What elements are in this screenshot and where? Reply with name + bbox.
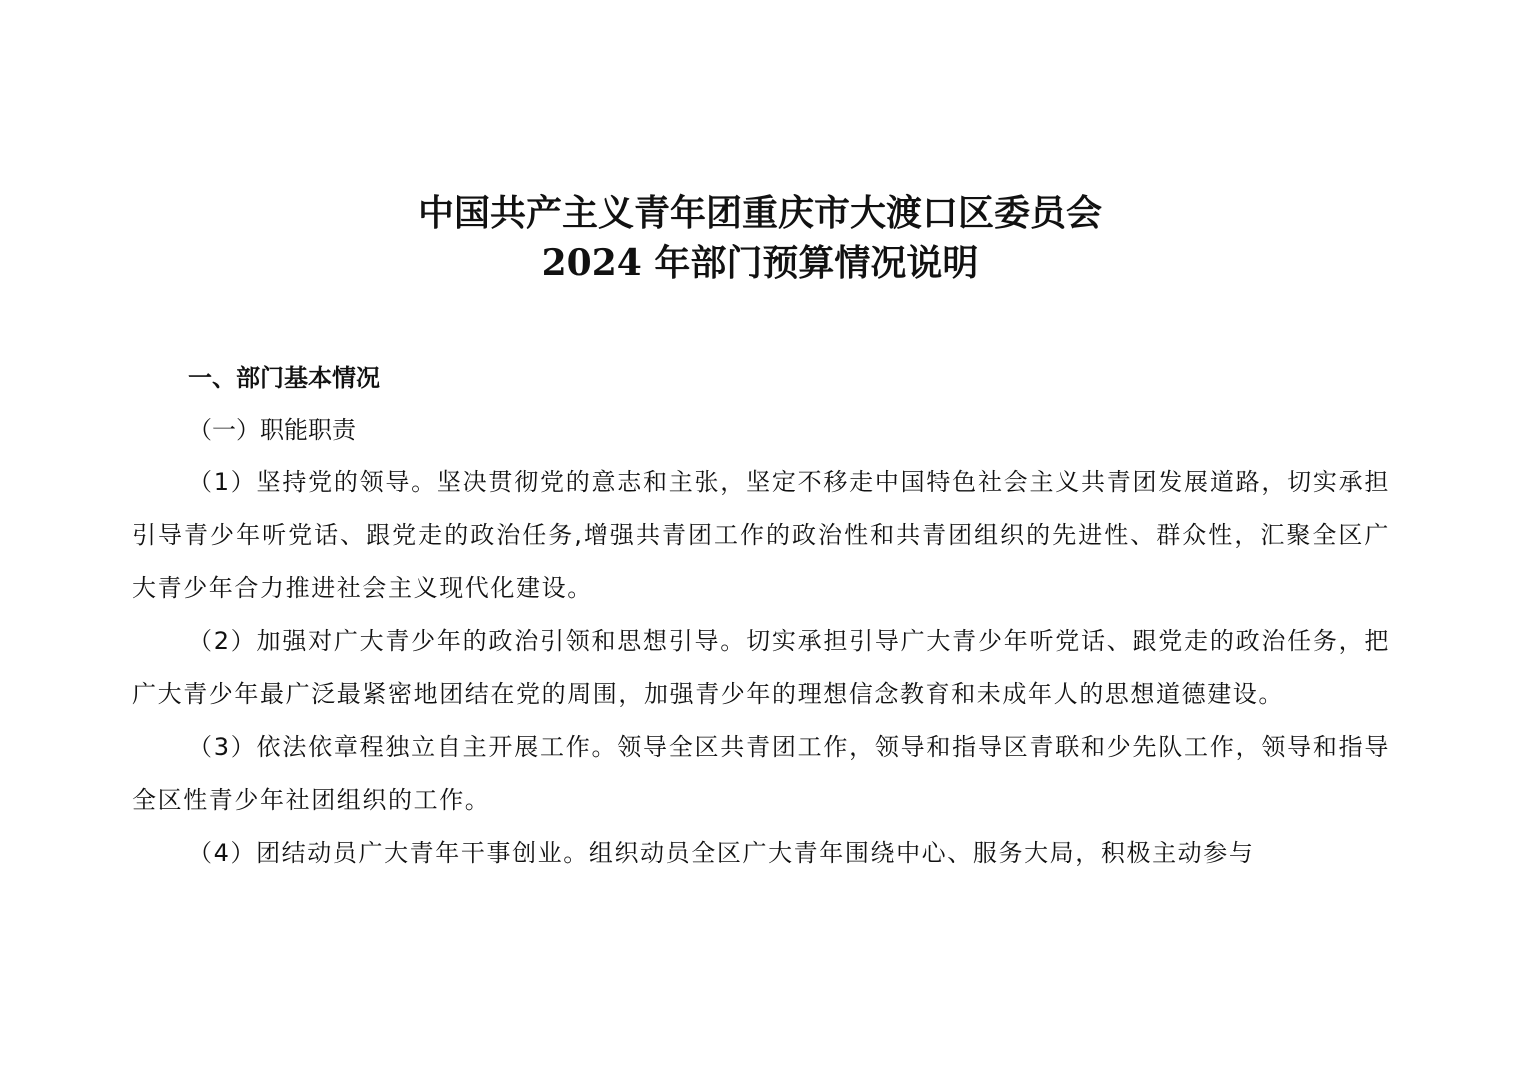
- document-body: [132, 352, 1390, 880]
- subsection-heading: （一）职能职责: [188, 416, 356, 444]
- title-line-2: 2024 年部门预算情况说明: [541, 242, 979, 284]
- paragraph-2: （2）加强对广大青少年的政治引领和思想引导。切实承担引导广大青少年听党话、跟党走的政治任务，把广大青少年最广泛最紧密地团结在党的周围，加强青少年的理想信念教育和未成年人的思想道德建设。: [132, 627, 1390, 708]
- paragraph-1: （1）坚持党的领导。坚决贯彻党的意志和主张，坚定不移走中国特色社会主义共青团发展道路，切实承担引导青少年听党话、跟党走的政治任务,增强共青团工作的政治性和共青团组织的先进性、群众性，汇聚全区广大青少年合力推进社会主义现代化建设。: [132, 468, 1390, 602]
- title-line-1: 中国共产主义青年团重庆市大渡口区委员会: [417, 192, 1102, 234]
- section-heading: 一、部门基本情况: [188, 364, 380, 392]
- paragraph-3: （3）依法依章程独立自主开展工作。领导全区共青团工作，领导和指导区青联和少先队工作，领导和指导全区性青少年社团组织的工作。: [132, 733, 1390, 814]
- paragraph-4: （4）团结动员广大青年干事创业。组织动员全区广大青年围绕中心、服务大局，积极主动参与: [188, 839, 1255, 867]
- document-title: [0, 188, 1520, 288]
